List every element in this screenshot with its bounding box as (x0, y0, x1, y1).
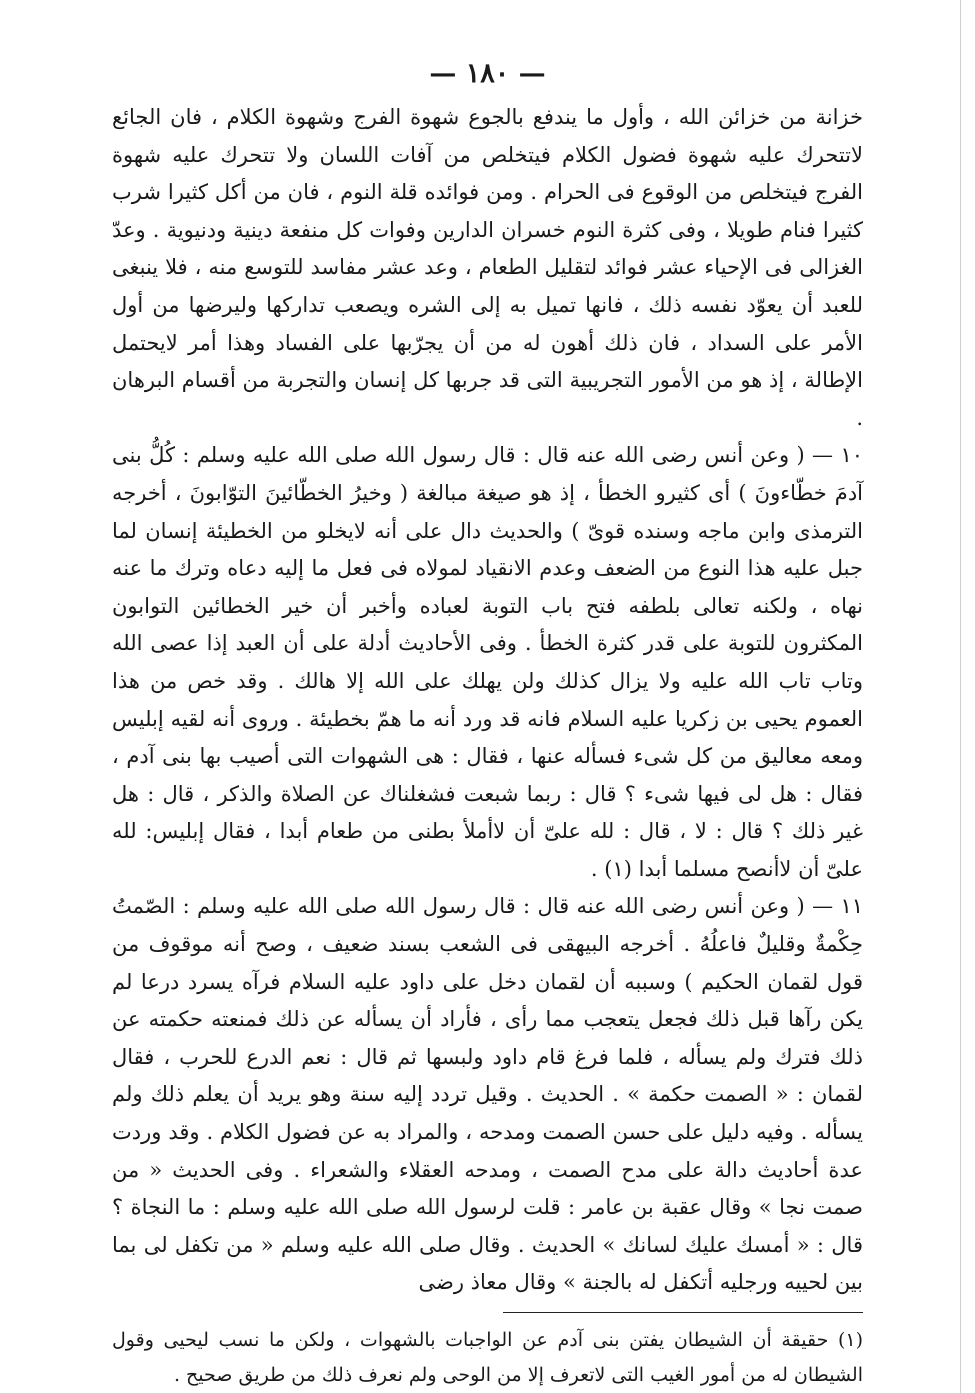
paragraph-intro: خزانة من خزائن الله ، وأول ما يندفع بالجوع شهوة الفرج وشهوة الكلام ، فان الجائع لاتتحرك عليه شهوة فضول الكلام فيتخلص من آفات اللسان ولا تتحرك عليه شهوة الفرج فيتخلص من الوقوع فى الحرام . ومن فوائده قلة النوم ، فان من أكل كثيرا شرب كثيرا فنام طويلا ، وفى كثرة النوم خسران الدارين وفوات كل منفعة دينية ودنيوية . وعدّ الغزالى فى الإحياء عشر فوائد لتقليل الطعام ، وعد عشر مفاسد للتوسع منه ، فلا ينبغى للعبد أن يعوّد نفسه ذلك ، فانها تميل به إلى الشره ويصعب تداركها وليرضها من أول الأمر على السداد ، فان ذلك أهون له من أن يجرّبها على الفساد وهذا أمر لايحتمل الإطالة ، إذ هو من الأمور التجريبية التى قد جربها كل إنسان والتجربة من أقسام البرهان . (112, 105, 863, 430)
main-text (112, 99, 863, 1302)
footnote: (١) حقيقة أن الشيطان يفتن بنى آدم عن الواجبات بالشهوات ، ولكن ما نسب ليحيى وقول الشيطان له من أمور الغيب التى لاتعرف إلا من الوحى ولم نعرف ذلك من طريق صحيح . (112, 1329, 863, 1386)
page-number: — ١٨٠ — (429, 58, 546, 89)
footnote-separator (503, 1312, 863, 1313)
page-edge-line (960, 0, 961, 1393)
paragraph-hadith-10: ١٠ — ( وعن أنس رضى الله عنه قال : قال رسول الله صلى الله عليه وسلم : كُلُّ بنى آدمَ خطّاءونَ ) أى كثيرو الخطأ ، إذ هو صيغة مبالغة ( وخيرُ الخطّائينَ التوّابونَ ، أخرجه الترمذى وابن ماجه وسنده قوىّ ) والحديث دال على أنه لايخلو من الخطيئة إنسان لما جبل عليه هذا النوع من الضعف وعدم الانقياد لمولاه فى فعل ما إليه دعاه وترك ما عنه نهاه ، ولكنه تعالى بلطفه فتح باب التوبة لعباده وأخبر أن خير الخطائين التوابون المكثرون للتوبة على قدر كثرة الخطأ . وفى الأحاديث أدلة على أن العبد إذا عصى الله وتاب تاب الله عليه ولا يزال كذلك ولن يهلك على الله إلا هالك . وقد خص من هذا العموم يحيى بن زكريا عليه السلام فانه قد ورد أنه ما همّ بخطيئة . وروى أنه لقيه إبليس ومعه معاليق من كل شىء فسأله عنها ، فقال : هى الشهوات التى أصيب بها بنى آدم ، فقال : هل لى فيها شىء ؟ قال : ربما شبعت فشغلناك عن الصلاة والذكر ، قال : هل غير ذلك ؟ قال : لا ، قال : لله علىّ أن لاأملأ بطنى من طعام أبدا ، فقال إبليس: لله علىّ أن لاأنصح مسلما أبدا (١) . (112, 443, 863, 881)
paragraph-hadith-11: ١١ — ( وعن أنس رضى الله عنه قال : قال رسول الله صلى الله عليه وسلم : الصّمتُ حِكْمةٌ وقليلٌ فاعلُهُ . أخرجه البيهقى فى الشعب بسند ضعيف ، وصح أنه موقوف من قول لقمان الحكيم ) وسببه أن لقمان دخل على داود عليه السلام فرآه يسرد درعا لم يكن رآها قبل ذلك فجعل يتعجب مما رأى ، فأراد أن يسأله عن ذلك فمنعته حكمته عن ذلك فترك ولم يسأله ، فلما فرغ قام داود ولبسها ثم قال : نعم الدرع للحرب ، فقال لقمان : « الصمت حكمة » . الحديث . وقيل تردد إليه سنة وهو يريد أن يعلم ذلك ولم يسأله . وفيه دليل على حسن الصمت ومدحه ، والمراد به عن فضول الكلام . وقد وردت عدة أحاديث دالة على مدح الصمت ، ومدحه العقلاء والشعراء . وفى الحديث « من صمت نجا » وقال عقبة بن عامر : قلت لرسول الله صلى الله عليه وسلم : ما النجاة ؟ قال : « أمسك عليك لسانك » الحديث . وقال صلى الله عليه وسلم « من تكفل لى بما بين لحييه ورجليه أتكفل له بالجنة » وقال معاذ رضى (112, 894, 863, 1295)
